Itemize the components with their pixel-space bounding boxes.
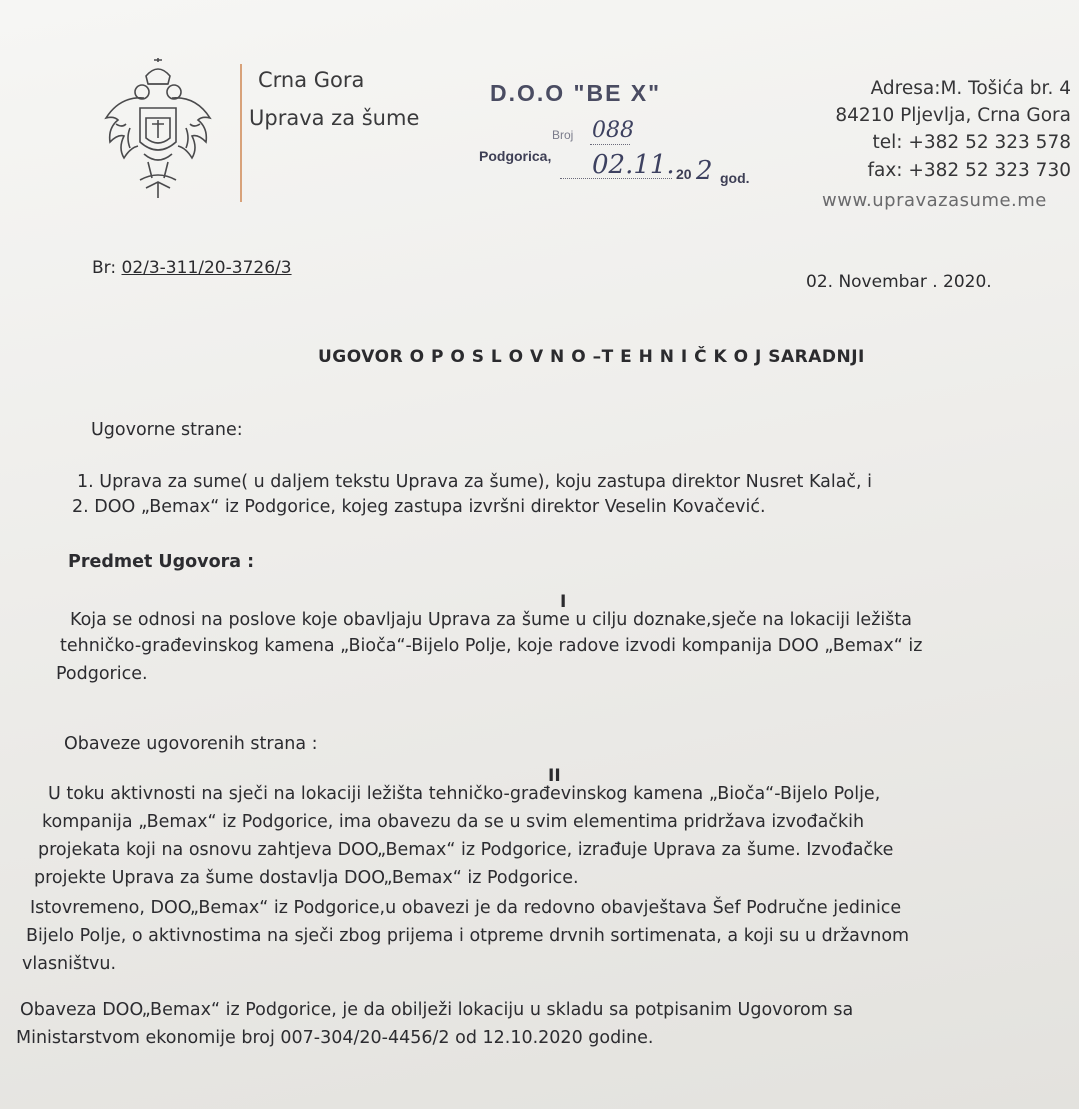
org-name: Uprava za šume (249, 106, 420, 130)
company-stamp: D.O.O "BE X" (490, 80, 662, 106)
article-1-number: I (560, 592, 567, 612)
fax-number: fax: +382 52 323 730 (867, 160, 1071, 181)
stamp-year-hand: 2 (696, 156, 713, 186)
article-2-line: Bijelo Polje, o aktivnostima na sječi zbog prijema i otpreme drvnih sortimenata, a koji su u državnom (26, 926, 910, 946)
article-2-number: II (548, 766, 561, 786)
document-date: 02. Novembar . 2020. (806, 272, 992, 292)
article-1-line: Podgorice. (56, 664, 148, 684)
stamp-broj-value: 088 (592, 118, 634, 143)
address-line-1: Adresa:M. Tošića br. 4 (870, 78, 1071, 99)
org-country: Crna Gora (258, 68, 365, 92)
article-2-line: projekata koji na osnovu zahtjeva DOO„Bemax“ iz Podgorice, izrađuje Uprava za šume. Izvođačke (38, 840, 894, 860)
article-2-line: vlasništvu. (22, 954, 117, 974)
article-1-line: Koja se odnosi na poslove koje obavljaju Uprava za šume u cilju doznake,sječe na lokaciji ležišta (70, 610, 912, 630)
stamp-broj-label: Broj (552, 128, 574, 142)
article-2-line: projekte Uprava za šume dostavlja DOO„Bemax“ iz Podgorice. (34, 868, 579, 888)
address-line-2: 84210 Pljevlja, Crna Gora (835, 105, 1071, 126)
document-title: UGOVOR O P O S L O V N O –T E H N I Č K O J SARADNJI (318, 347, 865, 367)
coat-of-arms-icon (100, 58, 216, 202)
reference-number (92, 258, 292, 278)
article-2-line: Istovremeno, DOO„Bemax“ iz Podgorice,u obavezi je da redovno obavještava Šef Područne jedinice (30, 898, 902, 918)
article-2-line: Ministarstvom ekonomije broj 007-304/20-4456/2 od 12.10.2020 godine. (16, 1028, 654, 1048)
party-2: 2. DOO „Bemax“ iz Podgorice, kojeg zastupa izvršni direktor Veselin Kovačević. (72, 497, 766, 517)
article-2-line: Obaveza DOO„Bemax“ iz Podgorice, je da obilježi lokaciju u skladu sa potpisanim Ugovorom sa (20, 1000, 854, 1020)
obligations-heading: Obaveze ugovorenih strana : (64, 734, 318, 754)
party-1: 1. Uprava za sume( u daljem tekstu Uprava za šume), koju zastupa direktor Nusret Kalač, i (77, 472, 873, 492)
parties-heading: Ugovorne strane: (91, 420, 243, 440)
article-2-line: kompanija „Bemax“ iz Podgorice, ima obavezu da se u svim elementima pridržava izvođačkih (42, 812, 865, 832)
stamp-year-prefix: 20 (676, 166, 692, 182)
subject-heading: Predmet Ugovora : (68, 552, 255, 572)
stamp-god: god. (720, 170, 750, 186)
article-1-line: tehničko-građevinskog kamena „Bioča“-Bijelo Polje, koje radove izvodi kompanija DOO „Bemax“ iz (60, 636, 923, 656)
reference-value: 02/3-311/20-3726/3 (121, 258, 292, 278)
stamp-broj-line (590, 144, 630, 145)
website-link[interactable]: www.upravazasume.me (822, 190, 1047, 211)
tel-number: tel: +382 52 323 578 (872, 132, 1071, 153)
article-2-line: U toku aktivnosti na sječi na lokaciji ležišta tehničko-građevinskog kamena „Bioča“-Bijelo Polje, (48, 784, 881, 804)
reference-label: Br: (92, 258, 117, 278)
stamp-date-line (560, 178, 672, 179)
stamp-place: Podgorica, (479, 148, 552, 164)
header-divider (240, 64, 242, 202)
stamp-date-hand: 02.11. (592, 150, 675, 180)
